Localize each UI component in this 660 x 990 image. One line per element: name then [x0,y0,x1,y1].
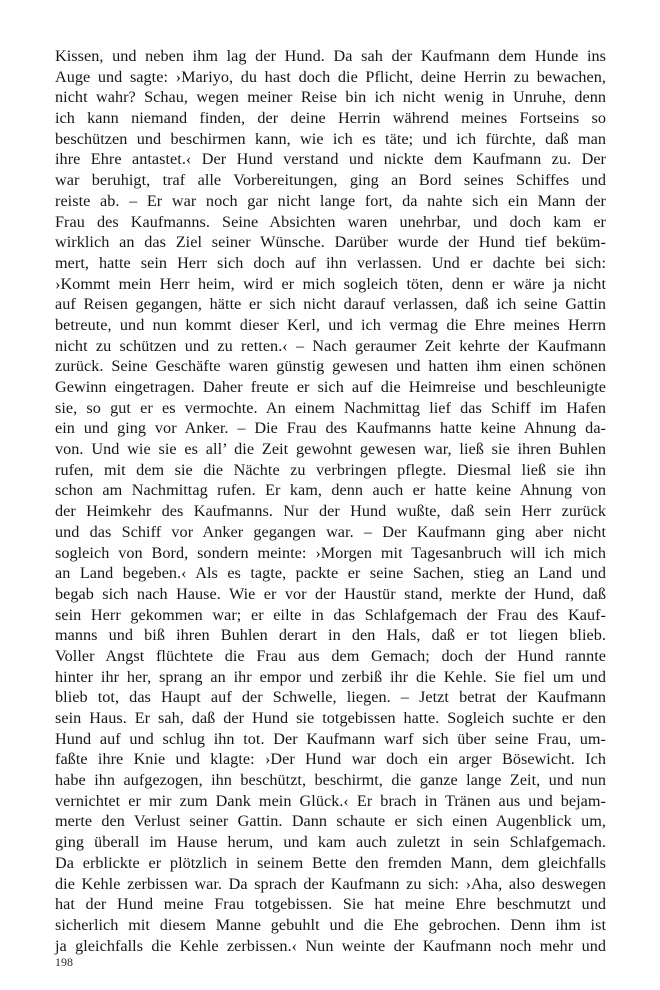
text-line: sicherlich mit diesem Manne gebuhlt und die Ehe gebrochen. Denn ihm ist [55,915,606,934]
text-line: Voller Angst flüchtete die Frau aus dem Gemach; doch der Hund rannte [55,646,606,665]
page-number: 198 [55,955,73,969]
text-line: rufen, mit dem sie die Nächte zu verbringen pflegte. Diesmal ließ sie ihn [55,460,606,479]
text-line: sein Herr gekommen war; er eilte in das Schlafgemach der Frau des Kauf- [55,605,606,624]
text-line: habe ihn aufgezogen, ihn beschützt, beschirmt, die ganze lange Zeit, und nun [55,771,606,790]
text-block [55,46,606,956]
text-line: ›Kommt mein Herr heim, wird er mich sogleich töten, denn er wäre ja nicht [55,274,606,293]
text-line: faßte ihre Knie und klagte: ›Der Hund war doch ein arger Bösewicht. Ich [55,750,606,769]
text-line: Kissen, und neben ihm lag der Hund. Da sah der Kaufmann dem Hunde ins [55,47,606,65]
text-line: begab sich nach Hause. Wie er vor der Haustür stand, merkte der Hund, daß [55,584,606,603]
text-line: Hund auf und schlug ihn tot. Der Kaufmann warf sich über seine Frau, um- [55,729,606,748]
text-line: blieb tot, das Haupt auf der Schwelle, liegen. – Jetzt betrat der Kaufmann [55,688,606,707]
text-line: manns und biß ihren Buhlen derart in den Hals, daß er tot liegen blieb. [55,626,606,645]
text-line: ihre Ehre antastet.‹ Der Hund verstand und nickte dem Kaufmann zu. Der [55,150,606,169]
text-line: hat der Hund meine Frau totgebissen. Sie hat meine Ehre beschmutzt und [55,895,606,914]
text-line: war beruhigt, traf alle Vorbereitungen, ging an Bord seines Schiffes und [55,171,606,190]
text-line: wirklich an das Ziel seiner Wünsche. Darüber wurde der Hund tief beküm- [55,233,606,252]
text-line: ein und ging vor Anker. – Die Frau des Kaufmanns hatte keine Ahnung da- [55,419,606,438]
text-line: reiste ab. – Er war noch gar nicht lange fort, da nahte sich ein Mann der [55,191,606,210]
text-line: nicht zu schützen und zu retten.‹ – Nach geraumer Zeit kehrte der Kaufmann [55,336,606,355]
text-line: sein Haus. Er sah, daß der Hund sie totgebissen hatte. Sogleich suchte er den [55,709,606,727]
text-line: an Land begeben.‹ Als es tagte, packte er seine Sachen, stieg an Land und [55,564,606,583]
text-line: Auge und sagte: ›Mariyo, du hast doch die Pflicht, deine Herrin zu bewachen, [55,67,606,86]
text-line: der Heimkehr des Kaufmanns. Nur der Hund wußte, daß sein Herr zurück [55,502,606,521]
text-line: die Kehle zerbissen war. Da sprach der Kaufmann zu sich: ›Aha, also deswegen [55,874,606,893]
text-line: ja gleichfalls die Kehle zerbissen.‹ Nun weinte der Kaufmann noch mehr und [55,936,606,955]
text-line: nicht wahr? Schau, wegen meiner Reise bin ich nicht wenig in Unruhe, denn [55,88,606,107]
text-line: ich kann niemand finden, der deine Herrin während meines Fortseins so [55,109,606,128]
text-line: hinter ihr her, sprang an ihr empor und zerbiß ihr die Kehle. Sie fiel um und [55,667,606,686]
text-line: von. Und wie sie es all’ die Zeit gewohnt gewesen war, ließ sie ihren Buhlen [55,440,606,459]
text-line: zurück. Seine Geschäfte waren günstig gewesen und hatten ihm einen schönen [55,357,606,376]
text-line: auf Reisen gegangen, hätte er sich nicht darauf verlassen, daß ich seine Gattin [55,295,606,314]
text-line: Frau des Kaufmanns. Seine Absichten waren unehrbar, und doch kam er [55,212,606,231]
text-line: mert, hatte sein Herr sich doch auf ihn verlassen. Und er dachte bei sich: [55,253,606,272]
text-line: sogleich von Bord, sondern meinte: ›Morgen mit Tagesanbruch will ich mich [55,543,606,562]
text-line: sie, so gut er es vermochte. An einem Nachmittag lief das Schiff im Hafen [55,398,606,417]
text-line: Gewinn eingetragen. Daher freute er sich auf die Heimreise und beschleunigte [55,378,606,396]
text-line: ging überall im Hause herum, und kam auch zuletzt in sein Schlafgemach. [55,833,606,852]
text-line: und das Schiff vor Anker gegangen war. – Der Kaufmann ging aber nicht [55,522,606,541]
text-line: Da erblickte er plötzlich in seinem Bette den fremden Mann, dem gleichfalls [55,853,606,872]
text-line: betreute, und nun kommt dieser Kerl, und ich vermag die Ehre meines Herrn [55,315,606,334]
text-line: vernichtet er mir zum Dank mein Glück.‹ Er brach in Tränen aus und bejam- [55,791,606,810]
text-line: beschützen und beschirmen kann, wie ich es täte; und ich fürchte, daß man [55,129,606,148]
text-line: schon am Nachmittag rufen. Er kam, denn auch er hatte keine Ahnung von [55,481,606,500]
text-line: merte den Verlust seiner Gattin. Dann schaute er sich einen Augenblick um, [55,812,606,831]
